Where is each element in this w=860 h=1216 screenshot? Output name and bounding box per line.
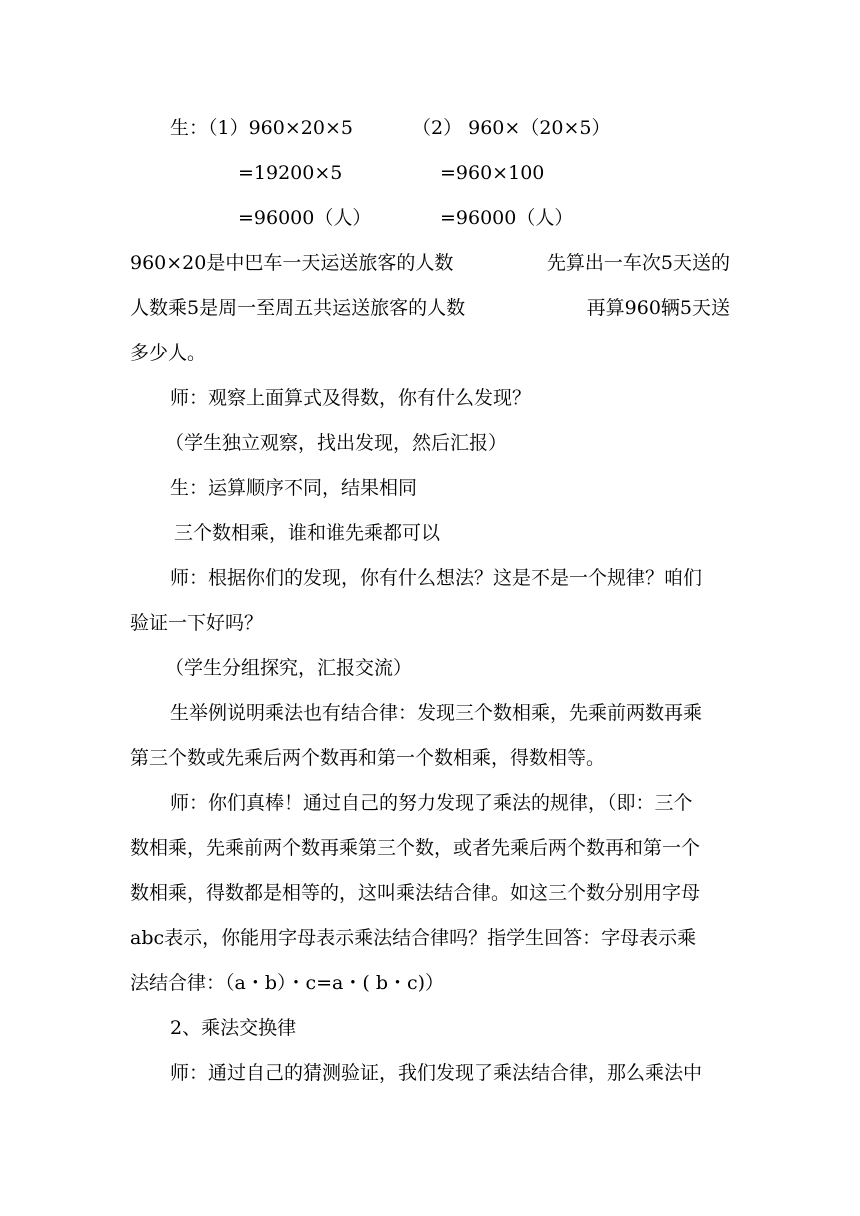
paragraph-group-explore: （学生分组探究，汇报交流）: [165, 657, 413, 679]
paragraph-student-answer: 生：运算顺序不同，结果相同: [170, 477, 418, 499]
calc-row1-right: （2） 960×（20×5）: [412, 117, 611, 139]
explain-line-3: 多少人。: [130, 342, 207, 364]
paragraph-teacher-question: 师：观察上面算式及得数，你有什么发现？: [170, 387, 532, 409]
explain-line-1-left: 960×20是中巴车一天运送旅客的人数: [130, 252, 454, 274]
paragraph-teacher-idea-line1: 师：根据你们的发现，你有什么想法？这是不是一个规律？咱们: [170, 567, 703, 589]
paragraph-example-line1: 生举例说明乘法也有结合律：发现三个数相乘，先乘前两数再乘: [170, 702, 703, 724]
paragraph-praise-line5: 法结合律：（a・b）・c=a・( b・c)）: [130, 972, 445, 994]
calc-row3-left: =96000（人）: [238, 207, 372, 229]
paragraph-praise-line1: 师：你们真棒！通过自己的努力发现了乘法的规律，（即：三个: [170, 792, 693, 814]
calc-row2-right: =960×100: [440, 162, 545, 184]
paragraph-student-observe: （学生独立观察，找出发现，然后汇报）: [165, 432, 508, 454]
explain-line-2-left: 人数乘5是周一至周五共运送旅客的人数: [130, 297, 466, 319]
paragraph-praise-line2: 数相乘，先乘前两个数再乘第三个数，或者先乘后两个数再和第一个: [130, 837, 701, 859]
paragraph-teacher-verify-line1: 师：通过自己的猜测验证，我们发现了乘法结合律，那么乘法中: [170, 1062, 703, 1084]
explain-line-2: [130, 296, 730, 320]
calc-row2-left: =19200×5: [238, 162, 343, 184]
paragraph-three-numbers: 三个数相乘，谁和谁先乘都可以: [174, 522, 441, 544]
explain-line-1: [130, 251, 730, 275]
section-heading-commutative: 2、乘法交换律: [170, 1017, 297, 1039]
paragraph-praise-line3: 数相乘，得数都是相等的，这叫乘法结合律。如这三个数分别用字母: [130, 882, 701, 904]
paragraph-praise-line4: abc表示，你能用字母表示乘法结合律吗？指学生回答：字母表示乘: [130, 927, 697, 949]
paragraph-example-line2: 第三个数或先乘后两个数再和第一个数相乘，得数相等。: [130, 747, 606, 769]
paragraph-teacher-idea-line2: 验证一下好吗？: [130, 612, 264, 634]
calc-row3-right: =96000（人）: [440, 207, 574, 229]
explain-line-1-right: 先算出一车次5天送的: [546, 252, 730, 274]
calc-row1-left: 生：（1）960×20×5: [170, 117, 353, 139]
explain-line-2-right: 再算960辆5天送: [586, 297, 730, 319]
